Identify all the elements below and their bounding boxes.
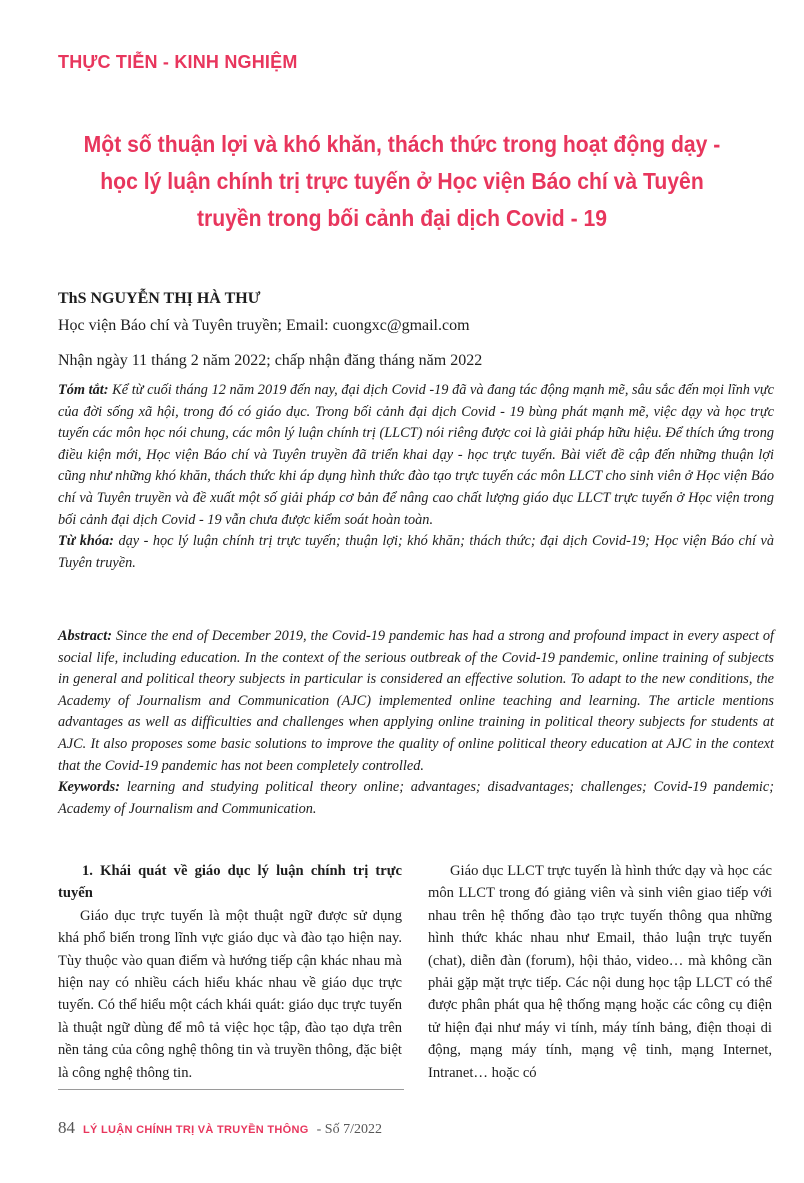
section-tag: THỰC TIỄN - KINH NGHIỆM	[58, 52, 298, 72]
keywords-block	[58, 531, 774, 574]
abstract-text: Since the end of December 2019, the Covid-19 pandemic has had a strong and profound impact in every aspect of social life, including education. In the context of the serious outbreak of the Covid-19 pandemic, online training of subjects in general and political theory subjects in particular is considered an effective solution. To adapt to the new conditions, the Academy of Journalism and Communication (AJC) implemented online teaching and learning. The article mentions advantages as well as difficulties and challenges when applying online training in political theory subjects for students at AJC. It also proposes some basic solutions to improve the quality of online political theory education at AJC in the context that the Covid-19 pandemic has not been completely controlled.	[58, 628, 775, 774]
body-column-right	[428, 860, 772, 1084]
keywords-en-text: learning and studying political theory online; advantages; disadvantages; challenges; Covid-19 pandemic; Academy of Journalism and Communication.	[58, 779, 775, 817]
body-paragraph-left: Giáo dục trực tuyến là một thuật ngữ được sử dụng khá phổ biến trong lĩnh vực giáo dục và đào tạo hiện nay. Tùy thuộc vào quan điểm và hướng tiếp cận khác nhau mà hiện nay có nhiều cách hiểu khác nhau về giáo dục trực tuyến. Có thể hiểu một cách khái quát: giáo dục trực tuyến là thuật ngữ dùng để mô tả việc học tập, đào tạo dựa trên nền tảng của công nghệ thông tin và truyền thông, đặc biệt là công nghệ thông tin.	[58, 907, 402, 1081]
footer-divider	[58, 1089, 404, 1090]
abstract-block	[58, 626, 774, 777]
body-column-left	[58, 860, 402, 1084]
keywords-label: Từ khóa:	[58, 533, 114, 550]
page-footer	[58, 1118, 382, 1138]
keywords-en-block	[58, 777, 774, 820]
section-heading: 1. Khái quát về giáo dục lý luận chính trị trực tuyến	[58, 863, 402, 902]
author-name: ThS NGUYỄN THỊ HÀ THƯ	[58, 290, 261, 307]
keywords-en-label: Keywords:	[58, 779, 120, 796]
body-paragraph-right: Giáo dục LLCT trực tuyến là hình thức dạy và học các môn LLCT trong đó giảng viên và sinh viên giao tiếp với nhau trên hệ thống đào tạo trực tuyến thông qua những hình thức khác nhau như Email, thảo luận trực tuyến (chat), diễn đàn (forum), hội thảo, video… mà không cần phải gặp mặt trực tiếp. Các nội dung học tập LLCT có thể được phân phát qua hệ thống mạng hoặc các công cụ điện tử hiện đại như máy vi tính, máy tính bảng, điện thoại di động, mạng máy tính, mạng vệ tinh, mạng Internet, Intranet… hoặc có	[428, 863, 772, 1081]
received-date: Nhận ngày 11 tháng 2 năm 2022; chấp nhận đăng tháng năm 2022	[58, 352, 483, 369]
keywords-text: dạy - học lý luận chính trị trực tuyến; thuận lợi; khó khăn; thách thức; đại dịch Covid-19; Học viện Báo chí và Tuyên truyền.	[58, 533, 775, 571]
page-number: 84	[58, 1118, 75, 1137]
issue-number: - Số 7/2022	[316, 1122, 382, 1137]
english-abstract	[58, 626, 774, 820]
summary-block	[58, 380, 774, 531]
summary-label: Tóm tắt:	[58, 382, 109, 398]
summary-text: Kể từ cuối tháng 12 năm 2019 đến nay, đại dịch Covid -19 đã và đang tác động mạnh mẽ, sâu sắc đến mọi lĩnh vực của đời sống xã hội, trong đó có giáo dục. Trong bối cảnh đại dịch Covid - 19 bùng phát mạnh mẽ, việc dạy và học trực tuyến các môn học nói chung, các môn lý luận chính trị (LLCT) nói riêng được coi là giải pháp hữu hiệu. Để thích ứng trong điều kiện mới, Học viện Báo chí và Tuyên truyền đã triển khai dạy - học trực tuyến. Bài viết đề cập đến những thuận lợi cũng như những khó khăn, thách thức khi áp dụng hình thức đào tạo trực tuyến các môn LLCT cho sinh viên ở Học viện Báo chí và Tuyên truyền và đề xuất một số giải pháp cơ bản để nâng cao chất lượng giáo dục LLCT trực tuyến ở Học viện trong bối cảnh đại dịch Covid - 19 vẫn chưa được kiểm soát hoàn toàn.	[58, 382, 775, 528]
author-affiliation: Học viện Báo chí và Tuyên truyền; Email: cuongxc@gmail.com	[58, 317, 470, 334]
abstract-label: Abstract:	[58, 628, 113, 644]
article-title: Một số thuận lợi và khó khăn, thách thức trong hoạt động dạy - học lý luận chính trị trực tuyến ở Học viện Báo chí và Tuyên truyền trong bối cảnh đại dịch Covid - 19	[83, 131, 721, 231]
journal-name: LÝ LUẬN CHÍNH TRỊ VÀ TRUYỀN THÔNG	[83, 1124, 309, 1136]
vietnamese-abstract	[58, 380, 774, 574]
